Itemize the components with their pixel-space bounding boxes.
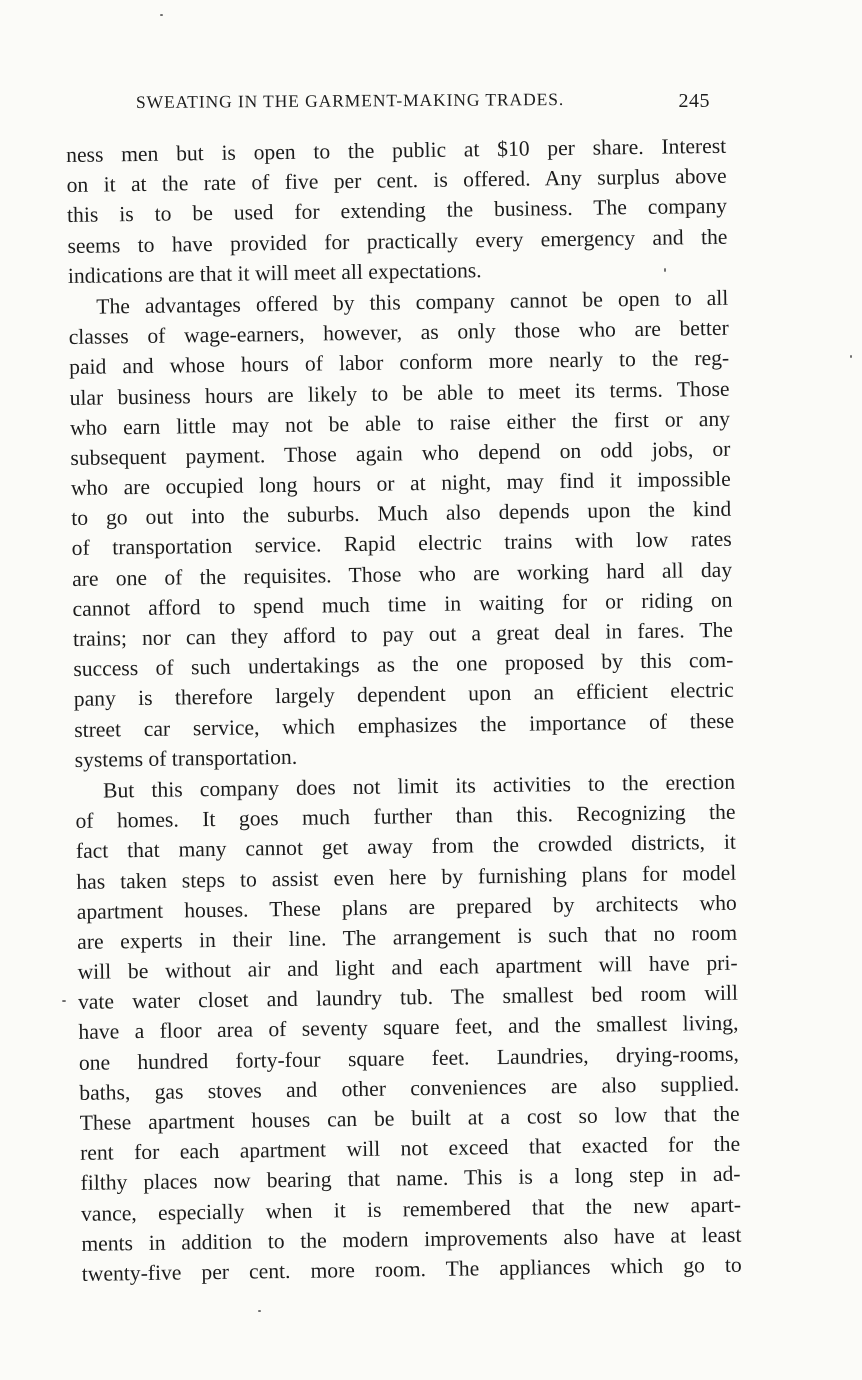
scan-speck <box>62 1000 66 1002</box>
text-line: ness men but is open to the public at $10 per share. Interest <box>66 133 727 167</box>
body-text <box>66 131 742 1289</box>
text-line: has taken steps to assist even here by furnishing plans for model <box>76 860 737 894</box>
text-line: twenty-five per cent. more room. The appliances which go to <box>81 1252 742 1286</box>
page-number: 245 <box>678 90 710 112</box>
scan-speck <box>160 14 163 16</box>
text-line: filthy places now bearing that name. This is a long step in ad- <box>80 1162 741 1196</box>
text-line: apartment houses. These plans are prepared by architects who <box>76 890 737 924</box>
scan-speck <box>664 268 666 272</box>
text-line: who are occupied long hours or at night, may find it impossible <box>70 466 731 501</box>
text-line: are one of the requisites. Those who are working hard all day <box>71 557 733 591</box>
text-line: one hundred forty-four square feet. Laundries, drying-rooms, <box>78 1041 739 1075</box>
text-line: fact that many cannot get away from the crowded districts, it <box>75 830 737 864</box>
text-line: rent for each apartment will not exceed that exacted for the <box>79 1131 741 1166</box>
text-line: vate water closet and laundry tub. The smallest bed room will <box>77 980 739 1015</box>
text-line: trains; nor can they afford to pay out a great deal in fares. The <box>72 617 734 651</box>
text-line: success of such undertakings as the one proposed by this com- <box>73 647 734 682</box>
scan-speck <box>258 1310 261 1312</box>
text-line: who earn little may not be able to raise either the first or any <box>69 406 731 440</box>
text-line: on it at the rate of five per cent. is offered. Any surplus above <box>66 163 727 198</box>
running-head-title: SWEATING IN THE GARMENT-MAKING TRADES. <box>135 89 565 112</box>
text-line: ments in addition to the modern improvements also have at least <box>81 1222 742 1256</box>
text-line: indications are that it will meet all expectations. <box>67 257 482 288</box>
scan-speck <box>850 355 852 358</box>
text-line: paid and whose hours of labor conform more nearly to the reg- <box>69 346 730 380</box>
paragraph <box>68 283 735 775</box>
text-line: subsequent payment. Those again who depend on odd jobs, or <box>70 436 731 470</box>
text-line: of homes. It goes much further than this. Recognizing the <box>75 799 736 834</box>
text-line: pany is therefore largely dependent upon an efficient electric <box>73 678 734 712</box>
text-line: to go out into the suburbs. Much also depends upon the kind <box>71 496 732 531</box>
text-line: have a floor area of seventy square feet, and the smallest living, <box>78 1011 739 1045</box>
text-line: vance, especially when it is remembered that the new apart- <box>80 1192 742 1226</box>
paragraph <box>75 767 742 1289</box>
text-line: systems of transportation. <box>74 744 298 772</box>
text-line: ular business hours are likely to be able to meet its terms. Those <box>69 376 730 410</box>
text-line: classes of wage-earners, however, as only those who are better <box>68 315 729 350</box>
text-line: These apartment houses can be built at a cost so low that the <box>79 1101 740 1135</box>
text-line: The advantages offered by this company cannot be open to all <box>96 285 729 319</box>
text-line: But this company does not limit its activities to the erection <box>102 769 736 803</box>
text-line: will be without air and light and each apartment will have pri- <box>77 950 738 984</box>
paragraph <box>66 131 728 291</box>
text-line: seems to have provided for practically every emergency and the <box>67 224 728 258</box>
text-line: this is to be used for extending the business. The company <box>66 194 728 228</box>
text-line: are experts in their line. The arrangement is such that no room <box>77 920 738 954</box>
text-line: street car service, which emphasizes the importance of these <box>74 708 735 742</box>
text-line: cannot afford to spend much time in waiting for or riding on <box>72 587 733 621</box>
running-head <box>136 90 714 116</box>
text-line: of transportation service. Rapid electric trains with low rates <box>71 527 732 561</box>
text-line: baths, gas stoves and other conveniences are also supplied. <box>79 1071 740 1105</box>
